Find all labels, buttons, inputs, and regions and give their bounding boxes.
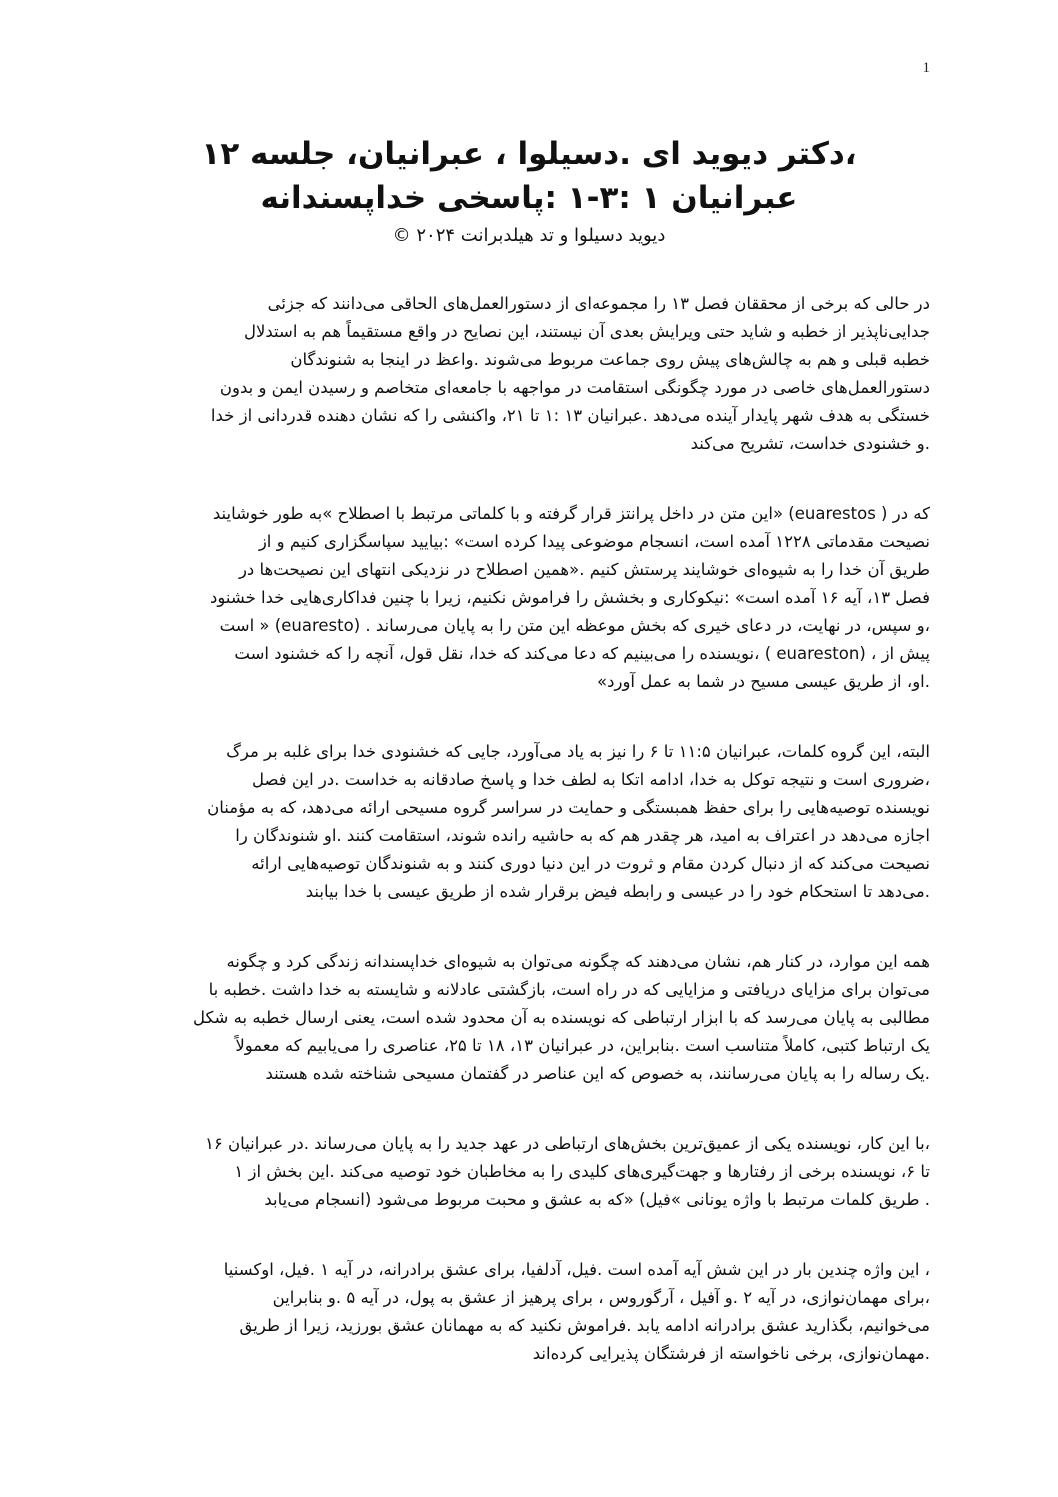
paragraph-line: تا ۶، نویسنده برخی از رفتارها و جهت‌گیری‌های کلیدی را به مخاطبان خود توصیه می‌کند .این بخش از ۱	[234, 1162, 930, 1181]
paragraph-line: اجازه می‌دهد در اعتراف به امید، هر چقدر هم که به حاشیه رانده شوند، استقامت کنند .او شنوندگان را	[235, 826, 930, 845]
document-header	[0, 132, 1058, 250]
paragraph-2	[128, 500, 930, 696]
paragraph-line: همه این موارد، در کنار هم، نشان می‌دهند که چگونه می‌توان به شیوه‌ای خداپسندانه زندگی کرد و چگونه	[226, 952, 930, 971]
paragraph-line: نصیحت می‌کند که از دنبال کردن مقام و ثروت در این دنیا دوری کنند و به شنوندگان توصیه‌هایی ارائه	[251, 854, 930, 873]
paragraph-line: می‌توان برای مزایای دریافتی و مزایایی که در راه است، بازگشتی عادلانه و شایسته به خدا داشت .خطبه با	[208, 980, 930, 999]
paragraph-1	[128, 290, 930, 458]
paragraph-line: خطبه قبلی و هم به چالش‌های پیش روی جماعت مربوط می‌شوند .واعظ در اینجا به شنوندگان	[290, 350, 930, 369]
paragraph-line: نصیحت مقدماتی ۱۲۲۸ آمده است، انسجام موضوعی پیدا کرده است» :بیایید سپاسگزاری کنیم و از	[258, 532, 930, 551]
paragraph-line: می‌خوانیم، بگذارید عشق برادرانه ادامه یابد .فراموش نکنید که به مهمانان عشق بورزید، زیرا از طریق	[239, 1316, 930, 1335]
copyright-line: دیوید دسیلوا و تد هیلدبرانت ۲۰۲۴ ©	[392, 225, 666, 246]
paragraph-3	[128, 738, 930, 906]
paragraph-line: .یک رساله را به پایان می‌رسانند، به خصوص که این عناصر در گفتمان مسیحی شناخته شده هستند	[265, 1064, 930, 1083]
paragraph-5	[128, 1130, 930, 1214]
document-body	[128, 290, 930, 1410]
title-line-2: عبرانیان ۱ :۳-۱ :پاسخی خداپسندانه	[260, 180, 798, 216]
paragraph-line: ،ضروری است و نتیجه توکل به خدا، ادامه اتکا به لطف خدا و پاسخ صادقانه به خداست .در این فصل	[252, 770, 930, 789]
paragraph-line: یک ارتباط کتبی، کاملاً متناسب است .بنابراین، در عبرانیان ۱۳، ۱۸ تا ۲۵، عناصری را می‌یابیم که معمولاً	[235, 1036, 930, 1055]
paragraph-line: ،با این کار، نویسنده یکی از عمیق‌ترین بخش‌های ارتباطی در عهد جدید را به پایان می‌رساند .در عبرانیان ۱۶	[205, 1134, 930, 1153]
paragraph-line: . طریق کلمات مرتبط با واژه یونانی »فیل) «که به عشق و محبت مربوط می‌شود (انسجام می‌یابد	[264, 1190, 930, 1209]
paragraph-line: در حالی که برخی از محققان فصل ۱۳ را مجموعه‌ای از دستورالعمل‌های الحاقی می‌دانند که جزئی	[267, 294, 930, 313]
paragraph-6	[128, 1256, 930, 1368]
paragraph-line: فصل ۱۳، آیه ۱۶ آمده است» :نیکوکاری و بخشش را فراموش نکنیم، زیرا با چنین فداکاری‌هایی خدا خشنود	[210, 588, 930, 607]
paragraph-line: .مهمان‌نوازی، برخی ناخواسته از فرشتگان پذیرایی کرده‌اند	[532, 1344, 930, 1363]
paragraph-line: ،و سپس، در نهایت، در دعای خیری که بخش موعظه این متن را به پایان می‌رساند . (euaresto) « است	[219, 616, 930, 635]
paragraph-line: مطالبی به پایان می‌رسد که با ابزار ارتباطی که نویسنده به آن محدود شده است، یعنی ارسال خطبه به شکل	[192, 1008, 930, 1027]
paragraph-line: .و خشنودی خداست، تشریح می‌کند	[690, 434, 930, 453]
paragraph-line: جدایی‌ناپذیر از خطبه و شاید حتی ویرایش بعدی آن نیستند، این نصایح در واقع مستقیماً هم به استدلال	[243, 322, 930, 341]
paragraph-line: ، این واژه چندین بار در این شش آیه آمده است .فیل، آدلفیا، برای عشق برادرانه، در آیه ۱ .فیل، اوکسنیا	[223, 1260, 930, 1279]
paragraph-line: طریق آن خدا را به شیوه‌ای خوشایند پرستش کنیم .«همین اصطلاح در نزدیکی انتهای این نصیحت‌ها در	[238, 560, 930, 579]
paragraph-line: دستورالعمل‌های خاصی در مورد چگونگی استقامت در مواجهه با جامعه‌ای متخاصم و رسیدن ایمن و بدون	[219, 378, 930, 397]
paragraph-line: ،برای مهمان‌نوازی، در آیه ۲ .و آفیل ، آرگوروس ، برای پرهیز از عشق به پول، در آیه ۵ .و بنابراین	[272, 1288, 930, 1307]
paragraph-line: نویسنده توصیه‌هایی را برای حفظ همبستگی و حمایت در سراسر گروه مسیحی ارائه می‌دهد، که به مؤمنان	[207, 798, 930, 817]
page-number: 1	[922, 60, 930, 76]
paragraph-line: .می‌دهد تا استحکام خود را در عیسی و رابطه فیض برقرار شده از طریق عیسی با خدا بیابند	[305, 882, 930, 901]
paragraph-4	[128, 948, 930, 1088]
paragraph-line: پیش از ، (euareston ) ،نویسنده را می‌بینیم که دعا می‌کند که خدا، نقل قول، آنچه را که خشنود است	[234, 644, 930, 663]
paragraph-line: خستگی به هدف شهر پایدار آینده می‌دهد .عبرانیان ۱۳ :۱ تا ۲۱، واکنشی را که نشان دهنده قدردانی از خدا	[210, 406, 930, 425]
title-line-1: ،دکتر دیوید ای .دسیلوا ، عبرانیان، جلسه ۱۲	[201, 136, 857, 172]
paragraph-line: .او، از طریق عیسی مسیح در شما به عمل آورد»	[597, 672, 930, 691]
paragraph-line: البته، این گروه کلمات، عبرانیان ۱۱:۵ تا ۶ را نیز به یاد می‌آورد، جایی که خشنودی خدا برای غلبه بر مرگ	[226, 742, 930, 761]
paragraph-line: که در ( euarestos) «این متن در داخل پرانتز قرار گرفته و با کلماتی مرتبط با اصطلاح »به طور خوشایند	[212, 504, 930, 523]
